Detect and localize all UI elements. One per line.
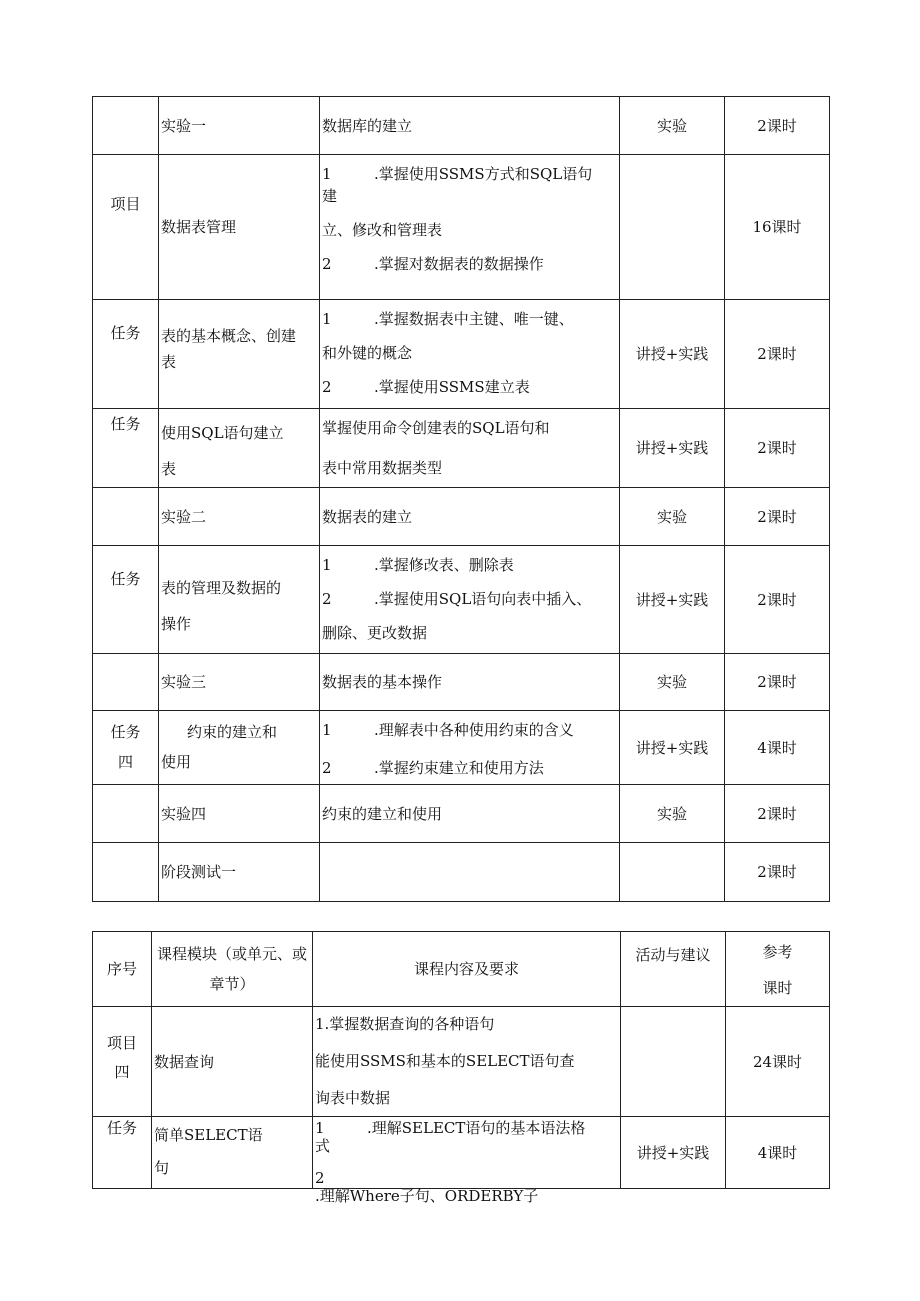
table-row [93,97,830,155]
hours-cell: 2课时 [725,654,830,711]
hours-cell: 2课时 [725,785,830,843]
table-row [93,1007,830,1117]
seq-cell [93,1007,152,1117]
table-header-row [93,932,830,1007]
content-line: 询表中数据 [315,1089,391,1107]
content-cell: 数据库的建立 [320,97,620,155]
content-cell: 数据表的建立 [320,488,620,546]
hours-cell: 2课时 [725,409,830,488]
seq-cell [93,1117,152,1189]
module-text: 表的基本概念、创建表 [161,327,297,371]
content-line: 和外键的概念 [322,344,413,362]
activity-cell: 实验 [620,785,725,843]
content-line: 1.掌握数据查询的各种语句 [315,1015,495,1033]
content-line: 式 [315,1137,331,1155]
content-line-clipped: 2 .理解Where子句、ORDERBY子 [315,1169,539,1205]
activity-cell: 讲授+实践 [620,300,725,409]
seq-cell [93,546,159,654]
content-cell [320,711,620,785]
content-cell [313,1117,621,1205]
hours-cell: 16课时 [725,155,830,300]
header-module-text: 课程模块（或单元、或章节） [157,945,308,993]
activity-cell [620,155,725,300]
seq-cell [93,785,159,843]
activity-cell [621,1007,726,1117]
hours-cell: 4课时 [725,711,830,785]
module-text: 表的管理及数据的操作 [161,579,282,633]
table-row [93,488,830,546]
table-row [93,409,830,488]
content-line: 1 .理解SELECT语句的基本语法格 [315,1119,586,1137]
hours-cell: 4课时 [726,1117,830,1189]
seq-cell [93,300,159,409]
content-line: 1 .理解表中各种使用约束的含义 [322,721,574,739]
header-seq: 序号 [93,932,152,1007]
module-cell [159,711,320,785]
module-cell: 数据查询 [152,1007,313,1117]
seq-cell [93,711,159,785]
seq-text: 任务四 [110,723,141,771]
activity-cell: 实验 [620,654,725,711]
seq-cell [93,488,159,546]
module-text: 约束的建立和使用 [161,723,278,771]
table-row [93,711,830,785]
content-cell [313,1007,621,1117]
content-line: 1 .掌握数据表中主键、唯一键、 [322,310,574,328]
content-cell [320,843,620,902]
course-table-2 [92,931,830,1205]
content-line: 能使用SSMS和基本的SELECT语句查 [315,1052,575,1070]
course-table-1 [92,96,830,902]
seq-cell: 任务 [93,409,159,488]
seq-text: 项目四 [106,1034,137,1081]
content-line: 1 .掌握修改表、删除表 [322,556,514,574]
activity-cell: 讲授+实践 [620,711,725,785]
activity-cell: 讲授+实践 [620,409,725,488]
content-line: 2 .掌握对数据表的数据操作 [322,255,544,273]
content-cell [320,155,620,300]
module-cell: 实验四 [159,785,320,843]
content-cell: 约束的建立和使用 [320,785,620,843]
content-line: 掌握使用命令创建表的SQL语句和 [322,419,550,437]
content-line: 建 [322,187,338,205]
module-cell [159,409,320,488]
table-row [93,155,830,300]
module-cell: 实验二 [159,488,320,546]
content-cell [320,546,620,654]
table-row [93,785,830,843]
content-line: 1 .掌握使用SSMS方式和SQL语句 [322,165,593,183]
header-activity [621,932,726,1007]
activity-cell: 实验 [620,488,725,546]
activity-cell: 实验 [620,97,725,155]
content-cell [320,300,620,409]
seq-cell [93,654,159,711]
header-module [152,932,313,1007]
module-cell: 实验三 [159,654,320,711]
content-line: 2 .掌握使用SSMS建立表 [322,378,530,396]
hours-cell: 24课时 [726,1007,830,1117]
activity-cell [620,843,725,902]
activity-cell: 讲授+实践 [621,1117,726,1189]
seq-cell [93,97,159,155]
content-cell [320,409,620,488]
hours-cell: 2课时 [725,546,830,654]
table-row [93,843,830,902]
hours-cell: 2课时 [725,488,830,546]
table-row [93,546,830,654]
header-hours-line-2: 课时 [762,979,793,997]
content-line: 表中常用数据类型 [322,459,443,477]
module-cell: 阶段测试一 [159,843,320,902]
header-content: 课程内容及要求 [313,932,621,1007]
hours-cell: 2课时 [725,300,830,409]
module-cell: 实验一 [159,97,320,155]
seq-cell [93,843,159,902]
seq-cell [93,155,159,300]
module-text: 简单SELECT语句 [154,1126,263,1177]
module-text: 使用SQL语句建立表 [161,424,284,478]
seq-text: 任务 [106,1119,137,1137]
seq-text: 任务 [110,570,141,588]
activity-cell: 讲授+实践 [620,546,725,654]
table-row [93,1117,830,1189]
content-line: 2 .掌握约束建立和使用方法 [322,759,544,777]
hours-cell: 2课时 [725,97,830,155]
module-cell: 数据表管理 [159,155,320,300]
header-hours [726,932,830,1007]
module-cell [152,1117,313,1189]
module-cell [159,300,320,409]
hours-cell: 2课时 [725,843,830,902]
header-hours-line-1: 参考 [762,943,793,961]
header-activity-text: 活动与建议 [635,946,711,964]
content-line: 删除、更改数据 [322,624,428,642]
table-row [93,654,830,711]
module-cell [159,546,320,654]
seq-text: 项目 [110,195,141,213]
seq-text: 任务 [110,324,141,342]
content-cell: 数据表的基本操作 [320,654,620,711]
content-line: 立、修改和管理表 [322,221,443,239]
content-line: 2 .掌握使用SQL语句向表中插入、 [322,590,592,608]
table-row [93,300,830,409]
